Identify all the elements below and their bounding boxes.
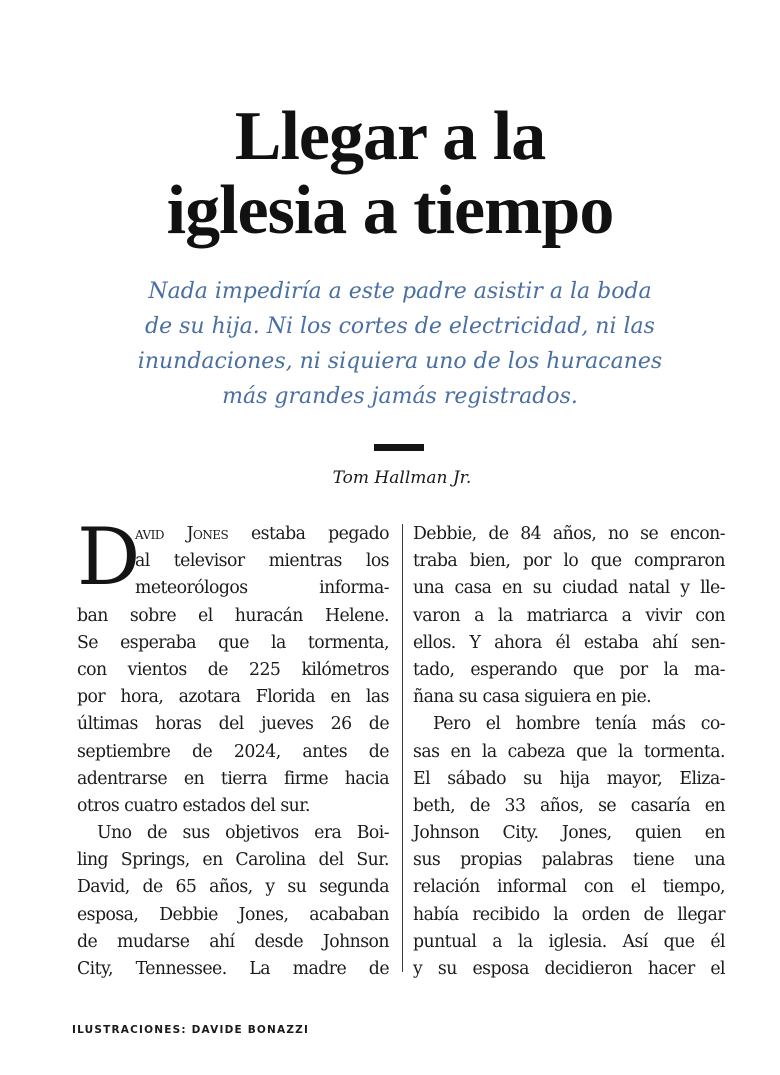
body-line: relación informal con el tiempo, (413, 877, 725, 898)
deck-line: inundaciones, ni siquiera uno de los huracanes (137, 349, 663, 374)
article-headline (0, 100, 780, 248)
illustration-credit: ILUSTRACIONES: DAVIDE BONAZZI (72, 1024, 310, 1036)
body-line: tado, esperando que por la ma- (413, 659, 725, 680)
deck-line: más grandes jamás registrados. (222, 384, 578, 409)
body-line: ban sobre el huracán Helene. (77, 605, 389, 626)
body-line: ellos. Y ahora él estaba ahí sen- (413, 632, 725, 653)
body-line: Pero el hombre tenía más co- (433, 714, 725, 735)
body-line: por hora, azotara Florida en las (77, 687, 389, 708)
body-line: beth, de 33 años, se casaría en (413, 795, 725, 816)
headline-line: Llegar a la (234, 98, 546, 175)
body-line: adentrarse en tierra firme hacia (77, 768, 389, 789)
body-line: otros cuatro estados del sur. (77, 795, 310, 816)
body-column-right (413, 521, 725, 983)
section-divider (374, 444, 424, 451)
column-rule (402, 524, 403, 972)
body-line: Uno de sus objetivos era Boi- (97, 823, 389, 844)
body-line: Debbie, de 84 años, no se encon- (413, 524, 725, 544)
body-line: varon a la matriarca a vivir con (413, 605, 725, 626)
body-line: septiembre de 2024, antes de (77, 741, 389, 762)
body-line: una casa en su ciudad natal y lle- (413, 578, 725, 599)
body-line: al televisor mientras los (135, 551, 389, 572)
body-line: de mudarse ahí desde Johnson (77, 931, 389, 952)
body-line: Johnson City. Jones, quien en (413, 823, 725, 844)
body-line: El sábado su hija mayor, Eliza- (413, 768, 725, 789)
body-line: traba bien, por lo que compraron (413, 551, 725, 572)
body-line: meteorólogos informa- (135, 578, 389, 599)
body-line: ling Springs, en Carolina del Sur. (77, 850, 389, 871)
lead-in: avid Jones (135, 524, 229, 544)
deck-line: Nada impediría a este padre asistir a la boda (148, 279, 652, 304)
drop-cap: D (77, 511, 141, 603)
body-line: Se esperaba que la tormenta, (77, 632, 389, 653)
body-line: sas en la cabeza que la tormenta. (413, 741, 725, 762)
author-byline: Tom Hallman Jr. (332, 468, 472, 488)
body-line: con vientos de 225 kilómetros (77, 659, 389, 680)
body-line: ñana su casa siguiera en pie. (413, 687, 652, 708)
deck-line: de su hija. Ni los cortes de electricidad, ni las (145, 314, 655, 339)
body-line: últimas horas del jueves 26 de (77, 714, 389, 735)
body-line: David, de 65 años, y su segunda (77, 877, 389, 898)
body-line: puntual a la iglesia. Así que él (413, 931, 725, 952)
headline-line: iglesia a tiempo (166, 172, 614, 249)
body-column-left (77, 521, 389, 983)
body-line: sus propias palabras tiene una (413, 850, 725, 871)
body-line: avid Jones estaba pegado (135, 524, 389, 544)
body-line: y su esposa decidieron hacer el (413, 959, 725, 979)
body-line: había recibido la orden de llegar (413, 904, 725, 925)
body-line: City, Tennessee. La madre de (77, 959, 389, 979)
body-line: esposa, Debbie Jones, acababan (77, 904, 389, 925)
article-deck (110, 274, 690, 414)
